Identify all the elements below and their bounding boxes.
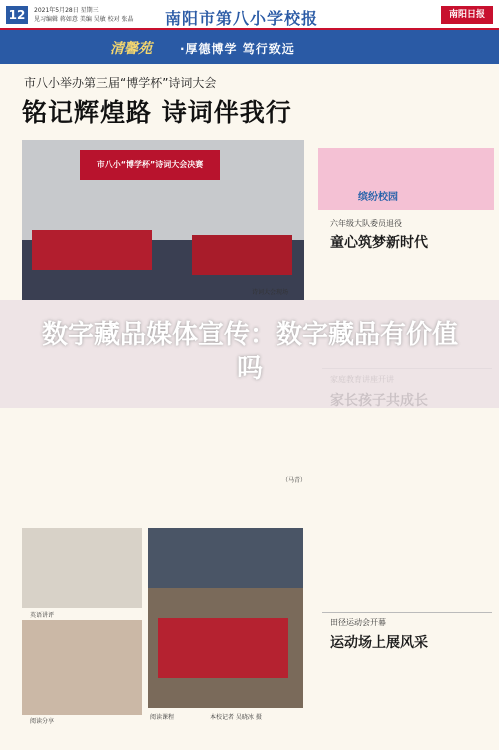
bottom-caption-3: 阅读课程 (150, 714, 175, 721)
issue-meta (34, 6, 154, 24)
bottom-caption-4: 本校记者 吴晓冰 摄 (210, 714, 262, 721)
lead-kicker: 市八小举办第三届“博学杯”诗词大会 (24, 76, 217, 90)
bottom-caption-2: 阅读分享 (30, 718, 55, 725)
side-story-1-headline: 童心筑梦新时代 (330, 235, 428, 251)
lead-photo-caption: 诗词大会现场 (252, 289, 289, 296)
band-brand: 清馨苑 (110, 41, 152, 57)
bottom-photo-2 (22, 620, 142, 715)
lead-author: （马青） (282, 477, 307, 484)
side-story-3-headline: 运动场上展风采 (330, 635, 428, 651)
photo-banner: 市八小“博学杯”诗词大会决赛 (80, 150, 220, 180)
band-slogan: ·厚德博学 笃行致远 (180, 42, 295, 56)
newspaper-logo: 南阳日报 (441, 6, 493, 24)
bottom-photo-3 (148, 528, 303, 708)
divider (322, 612, 492, 613)
promo-overlay-text: 数字藏品媒体宣传：数字藏品有价值吗 (41, 320, 458, 384)
bottom-photo-1 (22, 528, 142, 608)
bottom-caption-1: 英语讲评 (30, 612, 55, 619)
colorful-campus-box (318, 148, 494, 210)
editor-line: 见习编辑 蒋如意 美编 吴敏 校对 张晶 (34, 16, 134, 23)
page-number: 12 (6, 6, 28, 24)
date-line: 2021年5月28日 星期三 (34, 7, 99, 14)
colorful-campus-title: 缤纷校园 (358, 192, 398, 203)
newspaper-header (0, 0, 499, 30)
masthead: 南阳市第八小学校报 (165, 9, 319, 28)
side-story-1-kicker: 六年级大队委员退役 (330, 219, 402, 228)
side-story-3-kicker: 田径运动会开幕 (330, 618, 386, 627)
lead-headline: 铭记辉煌路 诗词伴我行 (22, 98, 292, 127)
